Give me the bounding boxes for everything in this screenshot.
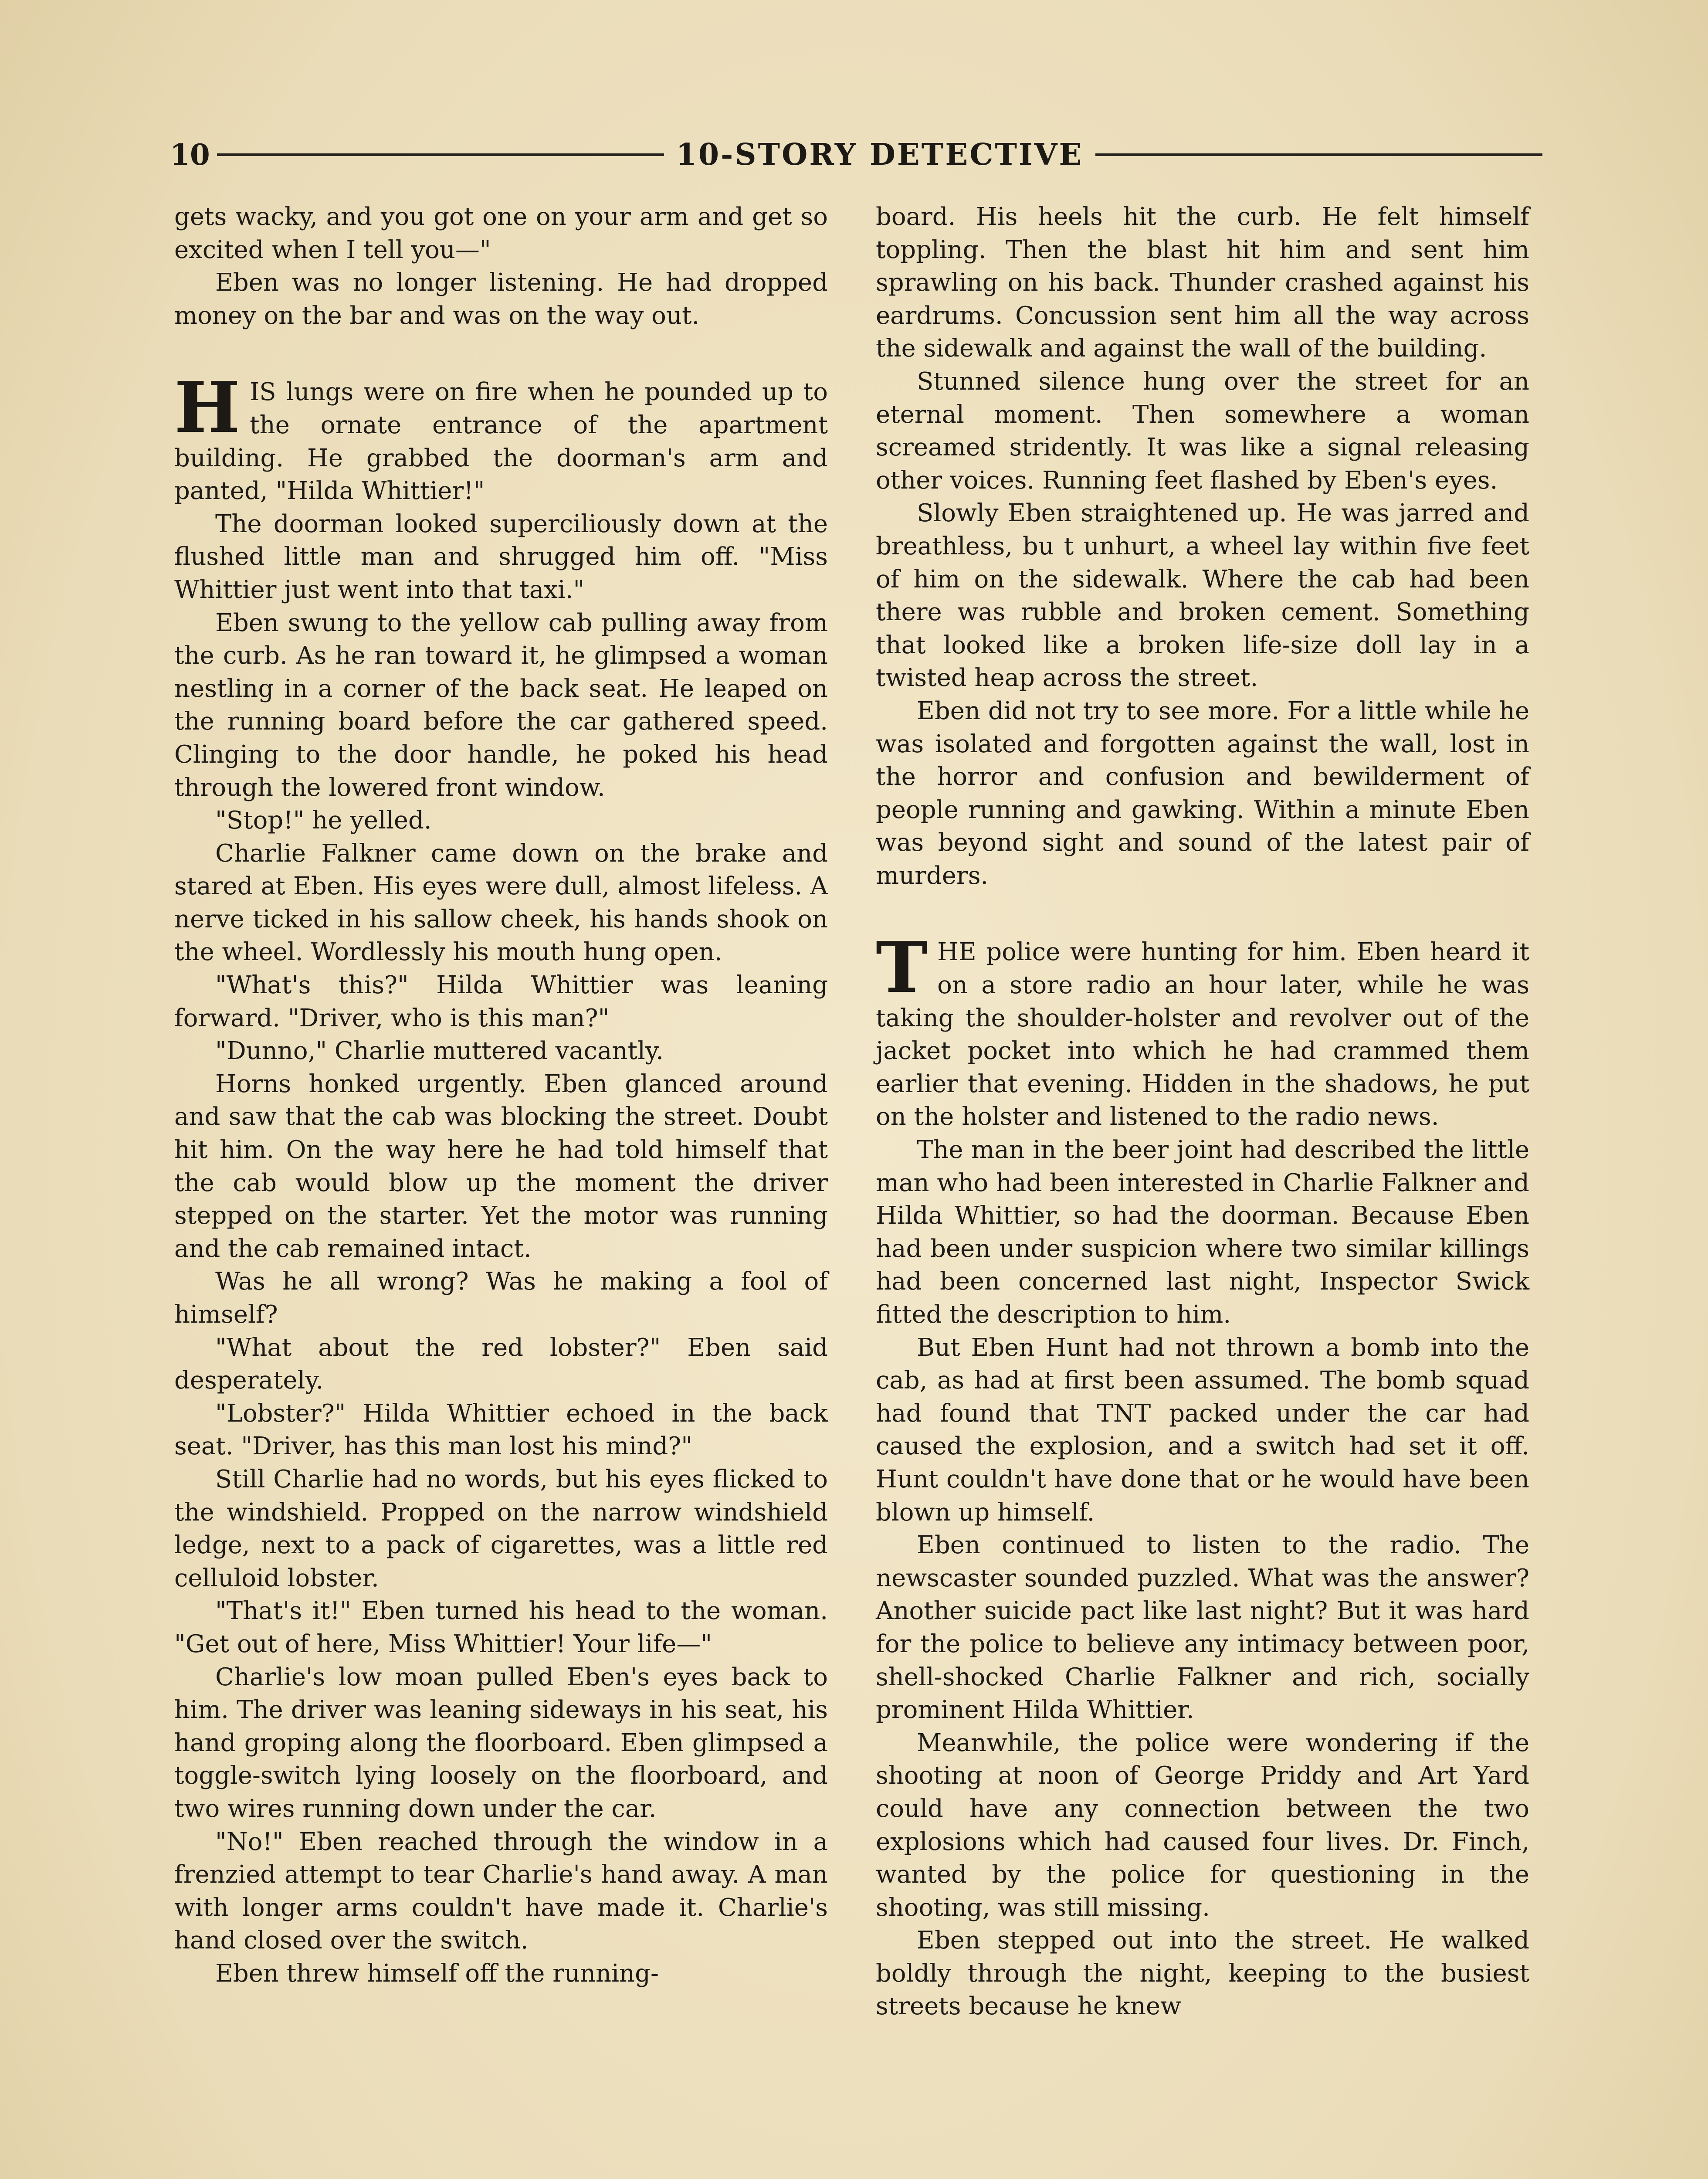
paragraph: Eben was no longer listening. He had dropped money on the bar and was on the way out. <box>174 268 828 330</box>
paragraph: Was he all wrong? Was he making a fool of himself? <box>174 1267 828 1329</box>
paragraph: The doorman looked superciliously down at the flushed little man and shrugged him off. "Miss Whittier just went into that taxi." <box>174 509 828 604</box>
paragraph: Eben stepped out into the street. He walked boldly through the night, keeping to the busiest streets because he knew <box>876 1926 1529 2021</box>
header-rule-right <box>1095 153 1542 156</box>
paragraph: The man in the beer joint had described the little man who had been interested in Charlie Falkner and Hilda Whittier, so had the doorman. Because Eben had been under suspicion where two similar killings had been concerned last night, Inspector Swick fitted the description to him. <box>876 1136 1529 1329</box>
paragraph: Meanwhile, the police were wondering if the shooting at noon of George Priddy and Art Yard could have any connection between the two explosions which had caused four lives. Dr. Finch, wanted by the police for questioning in the shooting, was still missing. <box>876 1728 1529 1922</box>
header-rule-left <box>217 153 664 156</box>
drop-cap: H <box>174 367 241 449</box>
paragraph: Eben threw himself off the running- <box>215 1959 659 1988</box>
magazine-title: 10-STORY DETECTIVE <box>676 137 1084 172</box>
paragraph-text: IS lungs were on fire when he pounded up to the ornate entrance of the apartment building. He grabbed the doorman's arm and panted, "Hilda Whittier!" <box>174 378 828 506</box>
running-header <box>170 131 1542 179</box>
paragraph: "Dunno," Charlie muttered vacantly. <box>215 1037 664 1066</box>
paragraph: "Lobster?" Hilda Whittier echoed in the back seat. "Driver, has this man lost his mind?" <box>174 1399 828 1461</box>
paragraph: Still Charlie had no words, but his eyes flicked to the windshield. Propped on the narrow windshield ledge, next to a pack of cigarettes, was a little red celluloid lobster. <box>174 1465 828 1592</box>
paragraph: Eben swung to the yellow cab pulling away from the curb. As he ran toward it, he glimpsed a woman nestling in a corner of the back seat. He leaped on the running board before the car gathered speed. Clinging to the door handle, he poked his head through the lowered front window. <box>174 608 828 802</box>
paragraph: But Eben Hunt had not thrown a bomb into the cab, as had at first been assumed. The bomb squad had found that TNT packed under the car had caused the explosion, and a switch had set it off. Hunt couldn't have done that or he would have been blown up himself. <box>876 1333 1529 1527</box>
paragraph-text: HE police were hunting for him. Eben heard it on a store radio an hour later, while he was taking the shoulder-holster and revolver out of the jacket pocket into which he had crammed them earlier that evening. Hidden in the shadows, he put on the holster and listened to the radio news. <box>876 938 1529 1131</box>
drop-cap: T <box>876 927 928 1009</box>
paragraph: Charlie's low moan pulled Eben's eyes back to him. The driver was leaning sideways in his seat, his hand groping along the floorboard. Eben glimpsed a toggle-switch lying loosely on the floorboard, and two wires running down under the car. <box>174 1663 828 1823</box>
paragraph: Eben continued to listen to the radio. The newscaster sounded puzzled. What was the answer? Another suicide pact like last night? But it was hard for the police to believe any intimacy between poor, shell-shocked Charlie Falkner and rich, socially prominent Hilda Whittier. <box>876 1531 1529 1724</box>
paragraph: board. His heels hit the curb. He felt himself toppling. Then the blast hit him and sent him sprawling on his back. Thunder crashed against his eardrums. Concussion sent him all the way across the sidewalk and against the wall of the building. <box>876 203 1529 363</box>
paragraph: "What's this?" Hilda Whittier was leaning forward. "Driver, who is this man?" <box>174 971 828 1032</box>
page-number: 10 <box>170 138 210 172</box>
section-opening-paragraph <box>174 367 828 507</box>
paragraph: "What about the red lobster?" Eben said desperately. <box>174 1333 828 1395</box>
right-column <box>876 200 1529 2023</box>
paragraph: Horns honked urgently. Eben glanced around and saw that the cab was blocking the street. Doubt hit him. On the way here he had told himself that the cab would blow up the moment the driver stepped on the starter. Yet the motor was running and the cab remained intact. <box>174 1069 828 1263</box>
section-opening-paragraph <box>876 927 1529 1134</box>
paragraph: Stunned silence hung over the street for an eternal moment. Then somewhere a woman screamed stridently. It was like a signal releasing other voices. Running feet flashed by Eben's eyes. <box>876 367 1529 495</box>
paragraph: "That's it!" Eben turned his head to the woman. "Get out of here, Miss Whittier! Your life—" <box>174 1597 828 1658</box>
paragraph: "No!" Eben reached through the window in a frenzied attempt to tear Charlie's hand away. A man with longer arms couldn't have made it. Charlie's hand closed over the switch. <box>174 1827 828 1955</box>
paragraph: "Stop!" he yelled. <box>215 806 432 835</box>
paragraph: Charlie Falkner came down on the brake and stared at Eben. His eyes were dull, almost lifeless. A nerve ticked in his sallow cheek, his hands shook on the wheel. Wordlessly his mouth hung open. <box>174 839 828 967</box>
left-column <box>174 200 828 1990</box>
paragraph: Eben did not try to see more. For a little while he was isolated and forgotten against the wall, lost in the horror and confusion and bewilderment of people running and gawking. Within a minute Eben was beyond sight and sound of the latest pair of murders. <box>876 696 1529 890</box>
paragraph: gets wacky, and you got one on your arm and get so excited when I tell you—" <box>174 203 828 264</box>
paragraph: Slowly Eben straightened up. He was jarred and breathless, bu t unhurt, a wheel lay within five feet of him on the sidewalk. Where the cab had been there was rubble and broken cement. Something that looked like a broken life-size doll lay in a twisted heap across the street. <box>876 499 1529 692</box>
